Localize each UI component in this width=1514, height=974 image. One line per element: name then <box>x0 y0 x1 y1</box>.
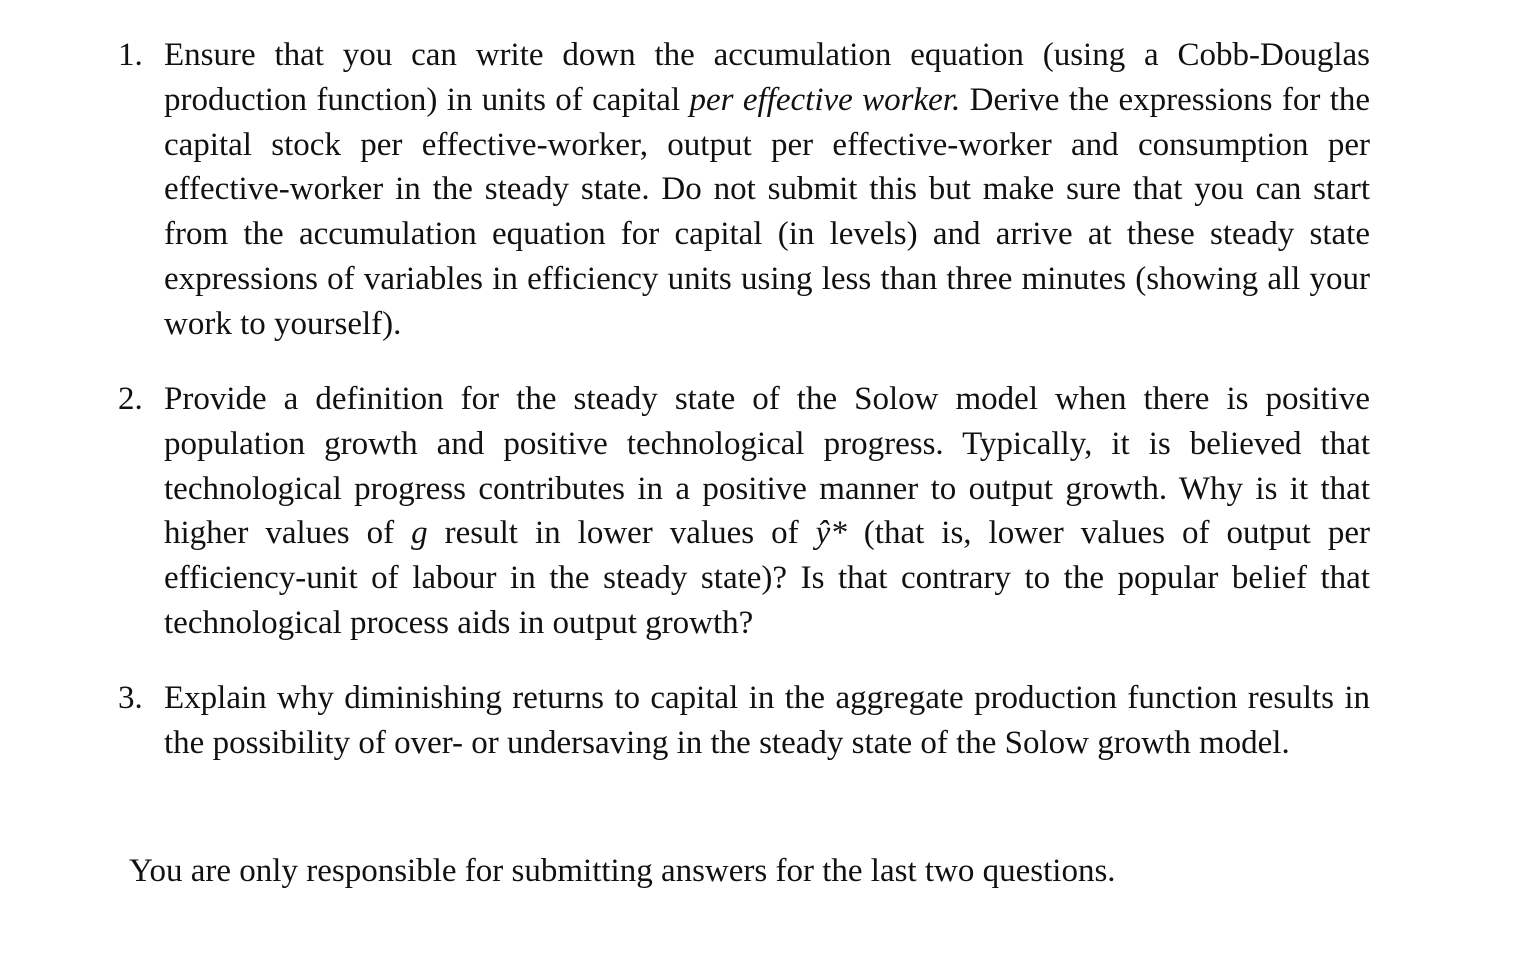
question-number: 2. <box>118 381 143 417</box>
question-text: Provide a definition for the steady state of the Solow model when there is positive population growth and positive technological progress. Typically, it is believed that technological progress contributes in a positive manner to output growth. Why is it that higher values of g result in lower values of ŷ* (that is, lower values of output per efficiency-unit of labour in the steady state)? Is that contrary to the popular belief that technological process aids in output growth? <box>164 381 1370 641</box>
footer-note: You are only responsible for submitting answers for the last two questions. <box>129 853 1116 889</box>
question-1 <box>118 33 1370 347</box>
question-text: Ensure that you can write down the accumulation equation (using a Cobb-Douglas production function) in units of capital per effective worker. Derive the expressions for the capital stock per effective-worker, output per effective-worker and consumption per effective-worker in the steady state. Do not submit this but make sure that you can start from the accumulation equation for capital (in levels) and arrive at these steady state expressions of variables in efficiency units using less than three minutes (showing all your work to yourself). <box>164 37 1371 342</box>
question-text: Explain why diminishing returns to capital in the aggregate production function results in the possibility of over- or undersaving in the steady state of the Solow growth model. <box>164 680 1370 761</box>
question-number: 3. <box>118 680 143 716</box>
question-number: 1. <box>118 37 143 73</box>
math-variable-y-hat-star: ŷ* <box>815 515 847 552</box>
math-variable-g: g <box>411 515 428 552</box>
question-3 <box>118 676 1370 766</box>
emphasis-text: per effective worker. <box>689 81 961 118</box>
question-2 <box>118 377 1370 646</box>
